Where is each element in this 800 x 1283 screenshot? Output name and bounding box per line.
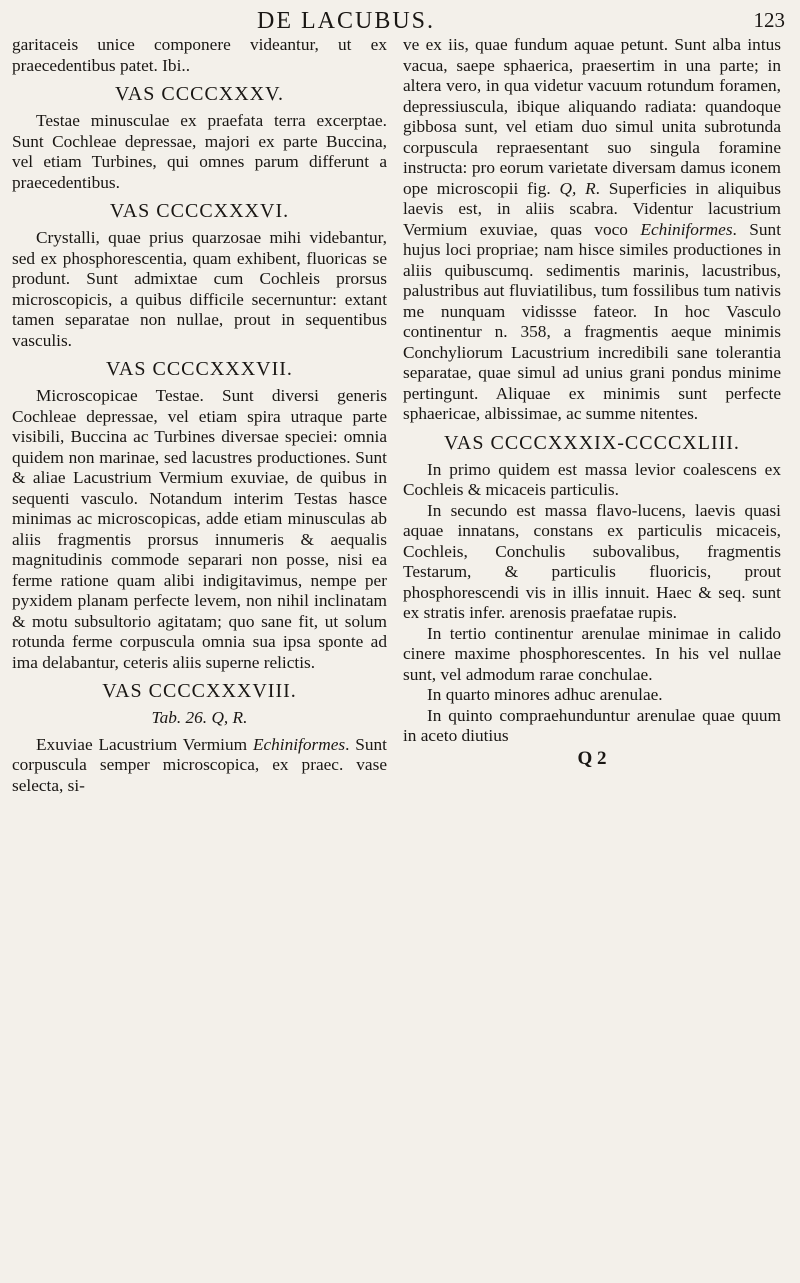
text-run: . Superficies in aliquibus laevis est, in aliis scabra. Videntur lacustrium Vermium exuviae, quas voco [403,178,781,239]
paragraph: Microscopicae Testae. Sunt diversi generis Cochleae depressae, vel etiam spira utraque parte visibili, Buccina ac Turbines diversae speciei: omnia quidem non marinae, sed lacustres productiones. Sunt & aliae Lacustrium Vermium exuviae, de quibus in sequenti vasculo. Notandum interim Testas hasce minimas ac microscopicas, adde etiam minusculas ab aliis fragmentis prorsus innumeris & aequalis magnitudinis commode separari non posse, nisi ea ferme ratione quam alibi indigitavimus, nempe per pyxidem planam perfecte levem, non nihil inclinatam & motu subsultorio agitatam; quo sane fit, ut solum rotunda ferme corpuscula omnia sua ipsa sponte ad ima delabantur, ceteris aliis superne relictis. [12,386,387,672]
section-heading: VAS CCCCXXXVII. [106,358,293,380]
italic-term: Echiniformes [640,219,733,239]
paragraph: In tertio continentur arenulae minimae in calido cinere maxime phosphorescentes. In his vel nullae sunt, vel admodum rarae conchulae. [403,623,781,684]
paragraph: Crystalli, quae prius quarzosae mihi videbantur, sed ex phosphorescentia, quam exhibent, fluoricas se produnt. Sunt admixtae cum Cochleis prorsus microscopicis, a quibus difficile secernuntur: extant tamen separatae non nullae, prout in sequentibus vasculis. [12,228,387,350]
text-run: . Sunt hujus loci propriae; nam hisce similes productiones in aliis quibuscumq. sedimentis marinis, lacustribus, palustribus aut fluviatilibus, tum fossilibus tum nativis me nunquam vidissse fateor. In hoc Vasculo continentur n. 358, a fragmentis aeque minimis Conchyliorum Lacustrium incredibili sane tolerantia separatae, quae simul ad unius grani pondus minime pertingunt. Aliquae ex minimis sunt perfecte sphaericae, albissimae, ac summe nitentes. [403,219,781,423]
paragraph [403,35,781,425]
right-column [403,35,781,769]
italic-term: Echiniformes [252,734,346,754]
figure-reference: Q, R [559,178,596,198]
text-run: . Sunt corpuscula semper microscopica, ex praec. vase selecta, si- [12,734,387,795]
paragraph: In primo quidem est massa levior coalescens ex Cochleis & micaceis particulis. [403,459,781,499]
plate-label: Tab. [151,708,182,727]
page-number: 123 [753,8,785,32]
plate-reference [12,708,387,729]
section-heading: VAS CCCCXXXV. [115,83,284,105]
page-header [0,8,800,38]
paragraph: Testae minusculae ex praefata terra excerptae. Sunt Cochleae depressae, majori ex parte Buccina, vel etiam Turbines, qui omnes parum differunt a praecedentibus. [12,111,387,192]
paragraph: In secundo est massa flavo-lucens, laevis quasi aquae innatans, constans ex particulis micaceis, Cochleis, Conchulis subovalibus, fragmentis Testarum, & particulis fluoricis, prout phosphorescendi vis in illis innuit. Haec & seq. sunt ex stratis infer. arenosis praefatae rupis. [403,500,781,622]
running-title: DE LACUBUS. [257,8,436,34]
section-heading: VAS CCCCXXXVIII. [102,680,297,702]
text-run: Exuviae Lacustrium Vermium [36,734,253,754]
section-heading: VAS CCCCXXXIX-CCCCXLIII. [444,431,740,454]
paragraph: In quarto minores adhuc arenulae. [427,685,663,704]
paragraph [12,735,387,797]
paragraph: In quinto compraehunduntur arenulae quae quum in aceto diutius [403,705,781,745]
left-column [12,35,387,796]
plate-figure: 26. Q, R. [185,708,248,727]
text-run: ve ex iis, quae fundum aquae petunt. Sunt alba intus vacua, saepe sphaerica, praesertim in una parte; in altera vero, in qua videtur vacuum rotundum foramen, depressiuscula, ibique aliquando radiata: quandoque gibbosa sunt, vel etiam duo simul unita subrotunda corpuscula repraesentant suo singula foramine instructa: pro eorum varietate diversam damus iconem ope microscopii fig. [403,35,781,198]
paragraph: garitaceis unice componere videantur, ut ex praecedentibus patet. Ibi.. [12,35,387,75]
signature-mark: Q 2 [577,747,607,769]
section-heading: VAS CCCCXXXVI. [109,200,290,222]
